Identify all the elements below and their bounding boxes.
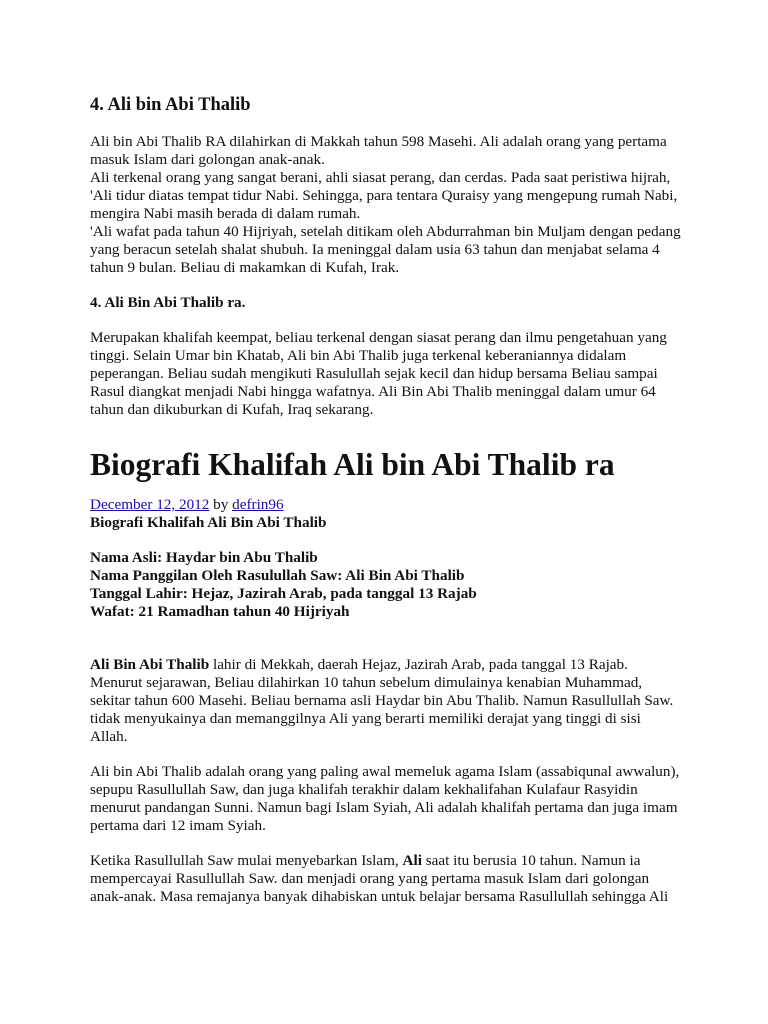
- article-paragraph-2: [90, 763, 688, 835]
- article-paragraph-1: [90, 656, 688, 746]
- section2-line: tahun dan dikuburkan di Kufah, Iraq sekarang.: [90, 401, 374, 418]
- section1-heading: 4. Ali bin Abi Thalib: [90, 95, 251, 115]
- paragraph-text: Ketika Rasullullah Saw mulai menyebarkan Islam,: [90, 852, 403, 869]
- paragraph-line: Allah.: [90, 728, 128, 745]
- article-subtitle: Biografi Khalifah Ali Bin Abi Thalib: [90, 514, 327, 531]
- section1-line: tahun 9 bulan. Beliau di makamkan di Kufah, Irak.: [90, 259, 400, 276]
- paragraph-line: tidak menyukainya dan memanggilnya Ali yang berarti memiliki derajat yang tinggi di sisi: [90, 710, 641, 727]
- section1-line: Ali terkenal orang yang sangat berani, ahli siasat perang, dan cerdas. Pada saat peristiwa hijrah,: [90, 169, 671, 186]
- section2-line: Merupakan khalifah keempat, beliau terkenal dengan siasat perang dan ilmu pengetahuan yang: [90, 329, 667, 346]
- paragraph-line: Ali bin Abi Thalib adalah orang yang paling awal memeluk agama Islam (assabiqunal awwalun),: [90, 763, 680, 780]
- fact-item: Nama Panggilan Oleh Rasulullah Saw: Ali Bin Abi Thalib: [90, 567, 465, 584]
- bold-name: Ali Bin Abi Thalib: [90, 656, 210, 673]
- paragraph-line: sepupu Rasullullah Saw, dan juga khalifah terakhir dalam kekhalifahan Kulafaur Rasyidin: [90, 781, 638, 798]
- section2-heading: 4. Ali Bin Abi Thalib ra.: [90, 294, 246, 311]
- fact-item: Tanggal Lahir: Hejaz, Jazirah Arab, pada tanggal 13 Rajab: [90, 585, 477, 602]
- paragraph-line: Menurut sejarawan, Beliau dilahirkan 10 tahun sebelum dimulainya kenabian Muhammad,: [90, 674, 643, 691]
- paragraph-line: [90, 656, 688, 674]
- article-paragraph-3: [90, 852, 688, 906]
- fact-item: Nama Asli: Haydar bin Abu Thalib: [90, 549, 318, 566]
- section1-body: [90, 133, 688, 277]
- section2-line: tinggi. Selain Umar bin Khatab, Ali bin Abi Thalib juga terkenal keberaniannya didalam: [90, 347, 627, 364]
- paragraph-line: menurut pandangan Sunni. Namun bagi Islam Syiah, Ali adalah khalifah pertama dan juga imam: [90, 799, 678, 816]
- section1-line: mengira Nabi masih berada di dalam rumah.: [90, 205, 361, 222]
- paragraph-line: pertama dari 12 imam Syiah.: [90, 817, 266, 834]
- paragraph-line: mempercayai Rasullullah Saw. dan menjadi orang yang pertama masuk Islam dari golongan: [90, 870, 650, 887]
- section1-line: masuk Islam dari golongan anak-anak.: [90, 151, 325, 168]
- section2-line: peperangan. Beliau sudah mengikuti Rasulullah sejak kecil dan hidup bersama Beliau sampai: [90, 365, 658, 382]
- article-meta: [90, 496, 688, 514]
- paragraph-line: anak-anak. Masa remajanya banyak dihabiskan untuk belajar bersama Rasullullah sehingga Ali: [90, 888, 669, 905]
- section1-line: yang beracun setelah shalat shubuh. Ia meninggal dalam usia 63 tahun dan menjabat selama 4: [90, 241, 660, 258]
- author-link[interactable]: defrin96: [232, 496, 284, 513]
- paragraph-line: sekitar tahun 600 Masehi. Beliau bernama asli Haydar bin Abu Thalib. Namun Rasullullah Saw.: [90, 692, 674, 709]
- section2-line: Rasul diangkat menjadi Nabi hingga wafatnya. Ali Bin Abi Thalib meninggal dalam umur 64: [90, 383, 656, 400]
- section2-body: [90, 329, 688, 419]
- bold-name: Ali: [402, 852, 422, 869]
- paragraph-text: saat itu berusia 10 tahun. Namun ia: [421, 852, 641, 869]
- section1-line: Ali bin Abi Thalib RA dilahirkan di Makkah tahun 598 Masehi. Ali adalah orang yang pertama: [90, 133, 667, 150]
- fact-item: Wafat: 21 Ramadhan tahun 40 Hijriyah: [90, 603, 350, 620]
- paragraph-line: [90, 852, 688, 870]
- paragraph-text: lahir di Mekkah, daerah Hejaz, Jazirah Arab, pada tanggal 13 Rajab.: [209, 656, 628, 673]
- biography-facts: [90, 549, 688, 621]
- section1-line: 'Ali wafat pada tahun 40 Hijriyah, setelah ditikam oleh Abdurrahman bin Muljam dengan pedang: [90, 223, 681, 240]
- article-title: Biografi Khalifah Ali bin Abi Thalib ra: [90, 447, 615, 482]
- date-link[interactable]: December 12, 2012: [90, 496, 210, 513]
- section1-line: 'Ali tidur diatas tempat tidur Nabi. Sehingga, para tentara Quraisy yang mengepung rumah Nabi,: [90, 187, 678, 204]
- by-text: by: [213, 496, 229, 513]
